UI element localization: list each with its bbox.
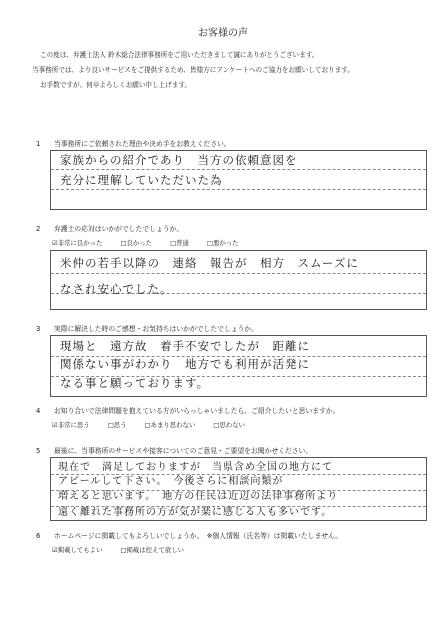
question-number: 5 [36,447,41,455]
question-3 [36,323,436,333]
intro-text [32,48,424,93]
question-text: 最後に、当事務所のサービスや接客についてのご意見・ご要望をお聞かせください。 [54,447,313,455]
question-4 [36,405,436,415]
question-5 [36,445,436,455]
question-number: 2 [36,225,41,233]
answer-line: 米仲の若手以降の 連絡 報告が 相方 スムーズに [60,256,359,270]
answer-line: 関係ない事がわかり 地方でも利用が活発に [60,357,310,371]
q4-options [52,420,263,429]
page-title: お客様の声 [198,28,248,39]
question-2 [36,223,436,233]
q2-options [52,238,257,247]
question-text: ホームページに掲載してもよろしいでしょうか。 ※個人情報（氏名等）は掲載いたしません。 [54,532,343,540]
intro-line: 当事務所では、より良いサービスをご提供するため、皆様方にアンケートへのご協力をお願いしております。 [32,66,354,74]
option[interactable]: □あまり思わない [144,421,196,429]
answer-line: 家族からの紹介であり 当方の依頼意図を [60,153,298,167]
answer-line: 充分に理解していただいた為 [60,173,223,187]
answer-line: なされ安心でした。 [60,282,173,296]
answer-line: アピールして下さい。 今後さらに相談向類が [58,476,284,487]
question-text: お知り合いで法律問題を抱えている方がいらっしゃいましたら、ご紹介したいと思いますか。 [54,407,340,415]
question-text: 当事務所にご依頼された理由や決め手をお教えください。 [54,140,231,148]
question-text: 弁護士の応対はいかがでしたでしょうか。 [54,225,184,233]
option[interactable]: □思う [107,421,127,429]
question-number: 4 [36,407,41,415]
option[interactable]: □良かった [120,239,153,247]
option[interactable]: □思わない [213,421,245,429]
question-text: 実際に解決した時のご感想・お気持ちはいかがでしたでしょうか。 [54,325,258,333]
answer-line: なる事と願っております。 [60,376,210,390]
option[interactable]: □掲載は控えて欲しい [120,546,185,554]
question-1 [36,138,436,148]
question-number: 3 [36,325,41,333]
q6-options [52,545,202,554]
option[interactable]: □悪かった [206,239,239,247]
question-number: 6 [36,532,41,540]
intro-line: お手数ですが、何卒よろしくお願い申し上げます。 [40,81,192,89]
option-checked[interactable]: ☑掲載してもよい [52,546,103,554]
question-number: 1 [36,140,41,148]
intro-line: この度は、弁護士法人 鈴木総合法律事務所をご用いただきまして誠にありがとうございます。 [40,51,319,59]
answer-line: 現場と 遠方故 着手不安でしたが 距離に [60,339,310,353]
option-checked[interactable]: ☑非常に良かった [52,239,103,247]
answer-line: 遠く離れた事務所の方が気が楽に感じる人も多いです。 [58,507,333,518]
option-checked[interactable]: ☑非常に思う [52,421,90,429]
answer-line: 増えると思います。 地方の住民は近辺の法律事務所より [58,491,339,502]
answer-line: 現在で 満足しておりますが 当県含め全国の地方にて [58,462,333,473]
option[interactable]: □普通 [170,239,189,247]
question-6 [36,530,436,540]
